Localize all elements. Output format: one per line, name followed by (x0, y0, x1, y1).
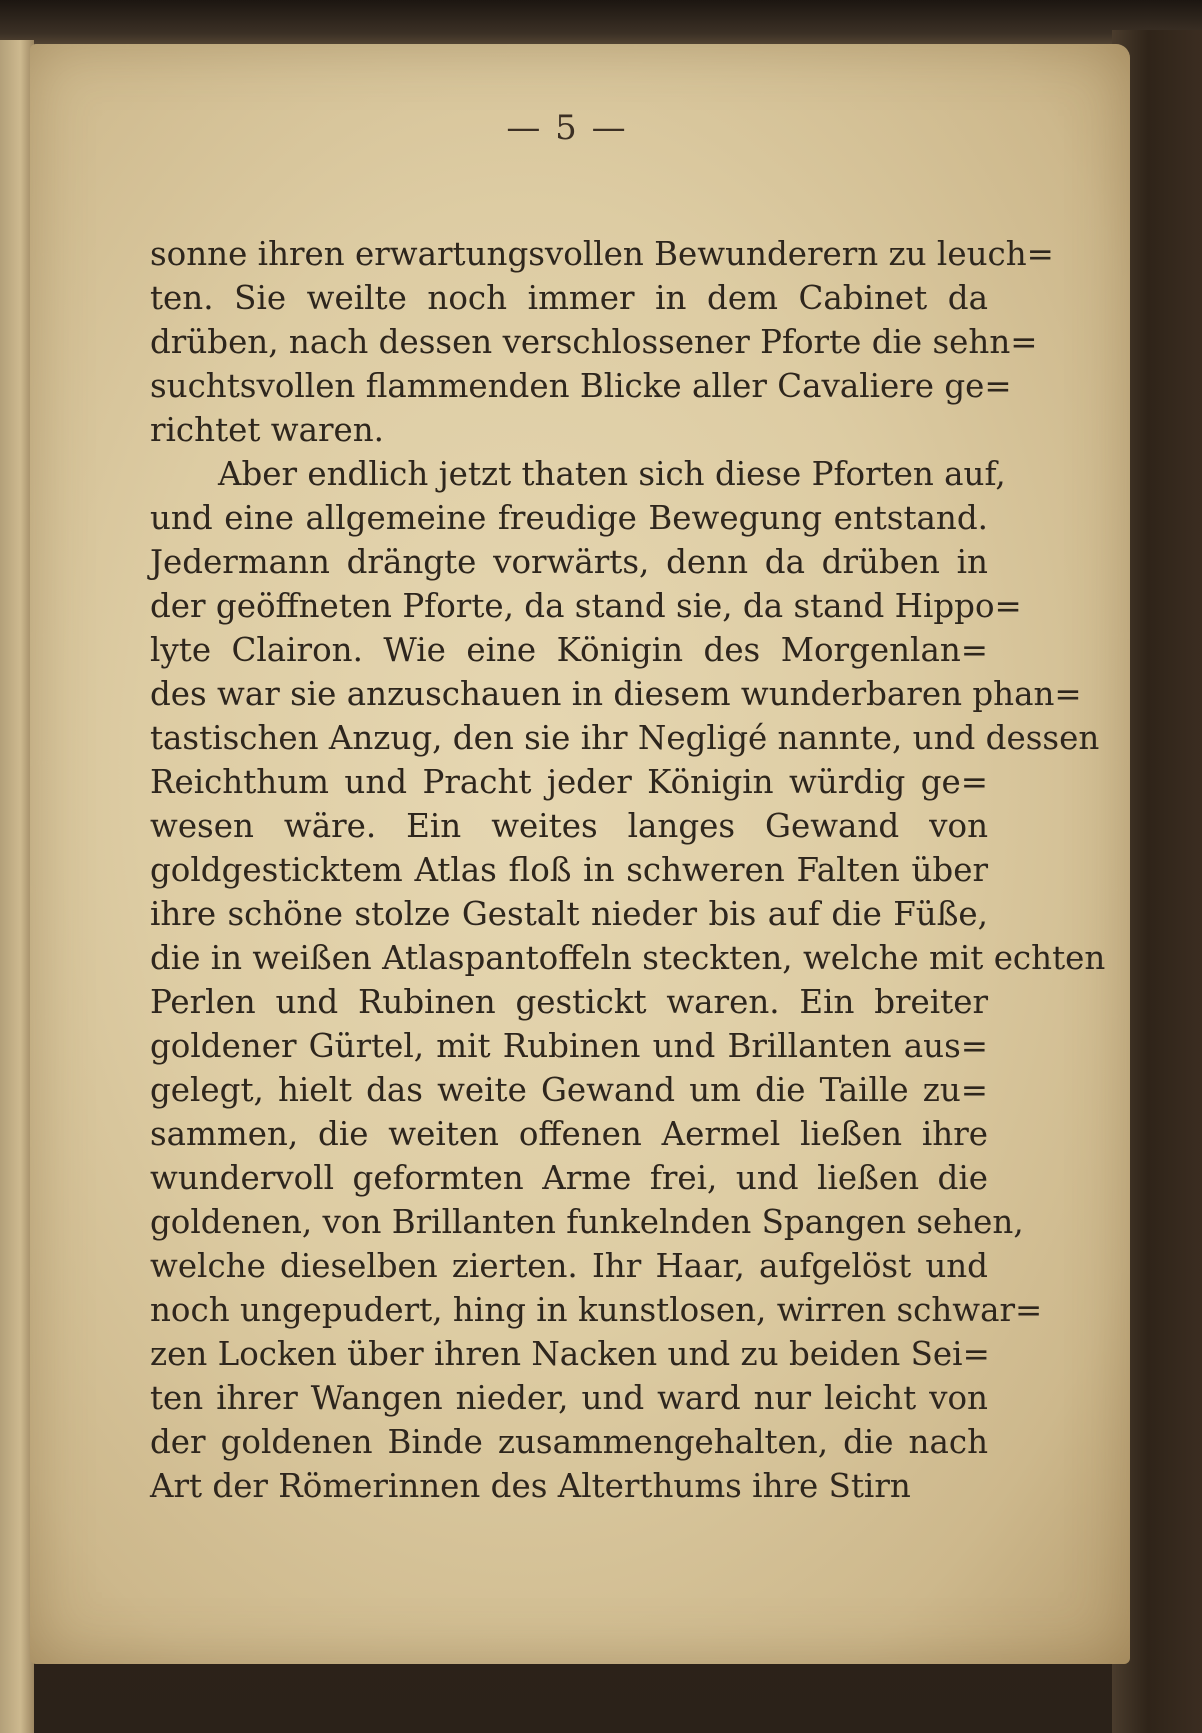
text-line: sonne ihren erwartungsvollen Bewunderern zu leuch= (150, 235, 1054, 273)
text-line: gelegt, hielt das weite Gewand um die Taille zu= (150, 1071, 988, 1109)
text-line: und eine allgemeine freudige Bewegung entstand. (150, 499, 988, 537)
facing-page-edge (0, 40, 34, 1733)
text-line: Perlen und Rubinen gestickt waren. Ein breiter (150, 983, 988, 1021)
text-line: lyte Clairon. Wie eine Königin des Morgenlan= (150, 631, 988, 669)
text-line: die in weißen Atlaspantoffeln steckten, welche mit echten (150, 939, 1106, 977)
text-line: drüben, nach dessen verschlossener Pforte die sehn= (150, 323, 1038, 361)
text-line: des war sie anzuschauen in diesem wunderbaren phan= (150, 675, 1082, 713)
text-line: der geöffneten Pforte, da stand sie, da stand Hippo= (150, 587, 1022, 625)
text-line: goldener Gürtel, mit Rubinen und Brillanten aus= (150, 1027, 988, 1065)
text-line: ihre schöne stolze Gestalt nieder bis auf die Füße, (150, 895, 988, 933)
text-line: Aber endlich jetzt thaten sich diese Pforten auf, (218, 455, 1006, 493)
text-line: ten. Sie weilte noch immer in dem Cabinet da (150, 279, 988, 317)
text-line: suchtsvollen flammenden Blicke aller Cavaliere ge= (150, 367, 1012, 405)
page-body-text (150, 232, 1106, 1508)
text-line: welche dieselben zierten. Ihr Haar, aufgelöst und (150, 1247, 988, 1285)
page-number: — 5 — (506, 108, 628, 148)
text-line: tastischen Anzug, den sie ihr Negligé nannte, und dessen (150, 719, 1100, 757)
book-top-edge (0, 0, 1202, 48)
text-line: goldenen, von Brillanten funkelnden Spangen sehen, (150, 1203, 1024, 1241)
text-line: der goldenen Binde zusammengehalten, die nach (150, 1423, 988, 1461)
text-line: noch ungepudert, hing in kunstlosen, wirren schwar= (150, 1291, 1043, 1329)
text-line: wesen wäre. Ein weites langes Gewand von (150, 807, 988, 845)
text-line: Art der Römerinnen des Alterthums ihre Stirn (150, 1467, 911, 1505)
text-line: wundervoll geformten Arme frei, und ließen die (150, 1159, 988, 1197)
text-line: sammen, die weiten offenen Aermel ließen ihre (150, 1115, 988, 1153)
text-line: ten ihrer Wangen nieder, und ward nur leicht von (150, 1379, 988, 1417)
text-line: goldgesticktem Atlas floß in schweren Falten über (150, 851, 988, 889)
text-line: zen Locken über ihren Nacken und zu beiden Sei= (150, 1335, 990, 1373)
text-line: Jedermann drängte vorwärts, denn da drüben in (150, 543, 988, 581)
text-line: richtet waren. (150, 411, 384, 449)
text-line: Reichthum und Pracht jeder Königin würdig ge= (150, 763, 988, 801)
